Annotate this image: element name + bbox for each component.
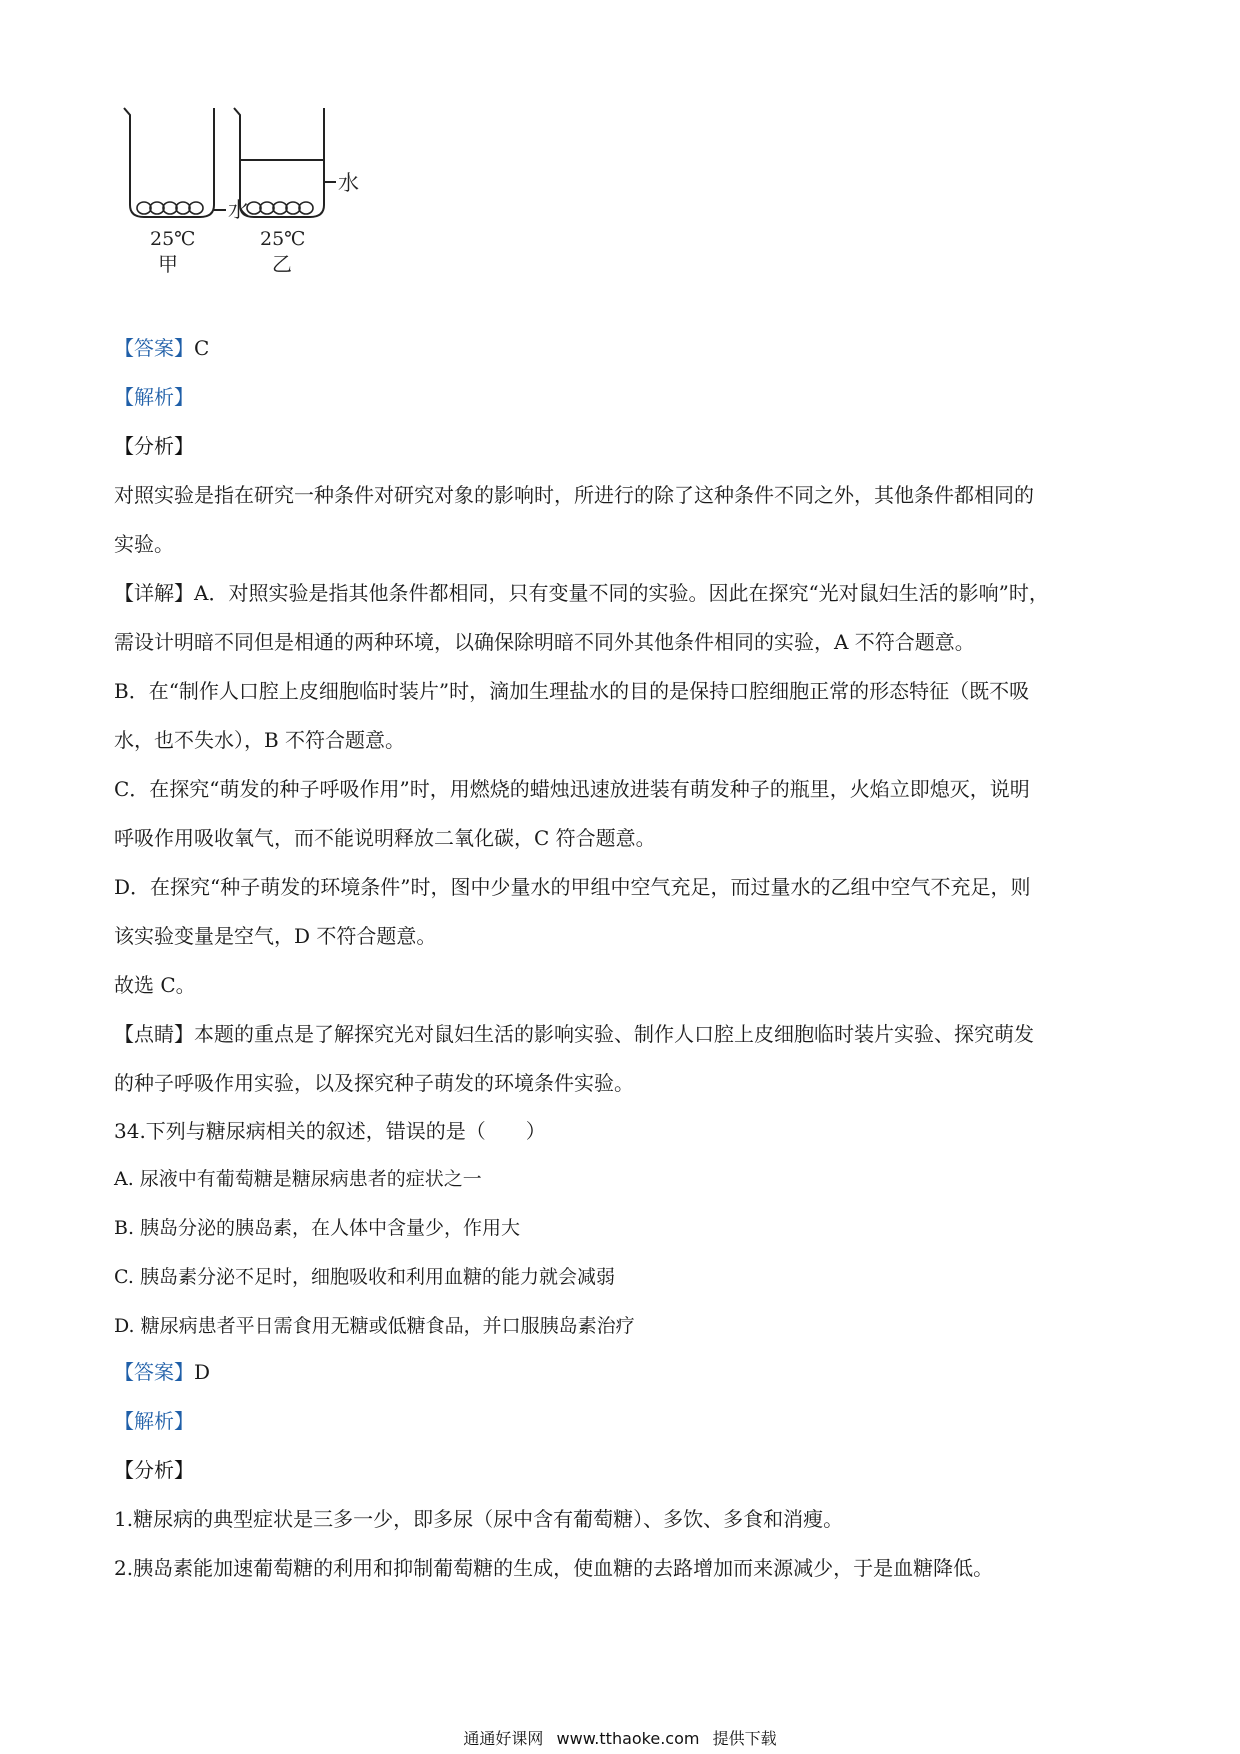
beakers-diagram (120, 105, 420, 305)
answer-tag: 【答案】 (114, 336, 194, 360)
analysis-tag: 【解析】 (114, 1409, 194, 1433)
q34-option-d: D. 糖尿病患者平日需食用无糖或低糖食品，并口服胰岛素治疗 (114, 1315, 635, 1337)
q33-b-line-2: 水，也不失水），B 不符合题意。 (114, 728, 406, 752)
fenxi-tag: 【分析】 (114, 434, 194, 458)
q33-dianjing-line-2: 的种子呼吸作用实验，以及探究种子萌发的环境条件实验。 (114, 1071, 634, 1095)
water-label-yi: 水 (338, 171, 359, 195)
q33-d-line-2: 该实验变量是空气，D 不符合题意。 (114, 924, 437, 948)
q34-analysis-heading (114, 1406, 194, 1436)
xiangjie-a-text: A．对照实验是指其他条件都相同，只有变量不同的实验。因此在探究“光对鼠妇生活的影响”时， (194, 581, 1049, 605)
q33-analysis-heading (114, 382, 194, 412)
footer-site: 通通好课网 (463, 1729, 544, 1748)
seeds-yi (247, 202, 313, 214)
temp-label-jia: 25℃ (150, 228, 196, 250)
q34-option-c: C. 胰岛素分泌不足时，细胞吸收和利用血糖的能力就会减弱 (114, 1266, 615, 1288)
answer-value: C (194, 336, 210, 360)
water-label-jia: 水 (228, 198, 249, 222)
q33-d-line-1: D．在探究“种子萌发的环境条件”时，图中少量水的甲组中空气充足，而过量水的乙组中空气不充足，则 (114, 875, 1031, 899)
dianjing-tag: 【点睛】 (114, 1022, 194, 1046)
q34-fenxi-heading (114, 1455, 194, 1485)
analysis-tag: 【解析】 (114, 385, 194, 409)
seeds-jia (137, 202, 203, 214)
answer-value: D (194, 1360, 211, 1384)
q33-c-line-2: 呼吸作用吸收氧气，而不能说明释放二氧化碳，C 符合题意。 (114, 826, 656, 850)
footer-note: 提供下载 (712, 1729, 777, 1748)
q34-point-1: 1.糖尿病的典型症状是三多一少，即多尿（尿中含有葡萄糖）、多饮、多食和消瘦。 (114, 1507, 844, 1531)
q33-xiangjie-line-2: 需设计明暗不同但是相通的两种环境，以确保除明暗不同外其他条件相同的实验，A 不符合题意。 (114, 630, 975, 654)
q34-stem: 34.下列与糖尿病相关的叙述，错误的是（ ） (114, 1119, 546, 1143)
q33-c-line-1: C．在探究“萌发的种子呼吸作用”时，用燃烧的蜡烛迅速放进装有萌发种子的瓶里，火焰立即熄灭，说明 (114, 777, 1030, 801)
q33-answer (114, 333, 209, 363)
q34-answer (114, 1357, 210, 1387)
footer-url[interactable]: www.tthaoke.com (556, 1729, 700, 1748)
beaker-jia (124, 108, 226, 217)
q33-fenxi-line-1: 对照实验是指在研究一种条件对研究对象的影响时，所进行的除了这种条件不同之外，其他条件都相同的 (114, 483, 1034, 507)
q33-xiangjie-line-1 (114, 578, 1049, 608)
fenxi-tag: 【分析】 (114, 1458, 194, 1482)
answer-tag: 【答案】 (114, 1360, 194, 1384)
seed-germination-figure (120, 105, 420, 305)
q33-fenxi-heading (114, 431, 194, 461)
q34-point-2: 2.胰岛素能加速葡萄糖的利用和抑制葡萄糖的生成，使血糖的去路增加而来源减少，于是血糖降低。 (114, 1556, 994, 1580)
temp-label-yi: 25℃ (260, 228, 306, 250)
page-footer (0, 1726, 1240, 1749)
q33-choose: 故选 C。 (114, 973, 196, 997)
q33-fenxi-line-2: 实验。 (114, 532, 174, 556)
name-label-jia: 甲 (158, 252, 178, 276)
name-label-yi: 乙 (272, 252, 292, 276)
q34-option-a: A. 尿液中有葡萄糖是糖尿病患者的症状之一 (114, 1168, 482, 1190)
dianjing-text: 本题的重点是了解探究光对鼠妇生活的影响实验、制作人口腔上皮细胞临时装片实验、探究萌发 (194, 1022, 1034, 1046)
q33-dianjing-line-1 (114, 1019, 1034, 1049)
q34-option-b: B. 胰岛分泌的胰岛素，在人体中含量少，作用大 (114, 1217, 521, 1239)
xiangjie-tag: 【详解】 (114, 581, 194, 605)
beaker-yi (234, 108, 336, 217)
q33-b-line-1: B．在“制作人口腔上皮细胞临时装片”时，滴加生理盐水的目的是保持口腔细胞正常的形态特征（既不吸 (114, 679, 1030, 703)
